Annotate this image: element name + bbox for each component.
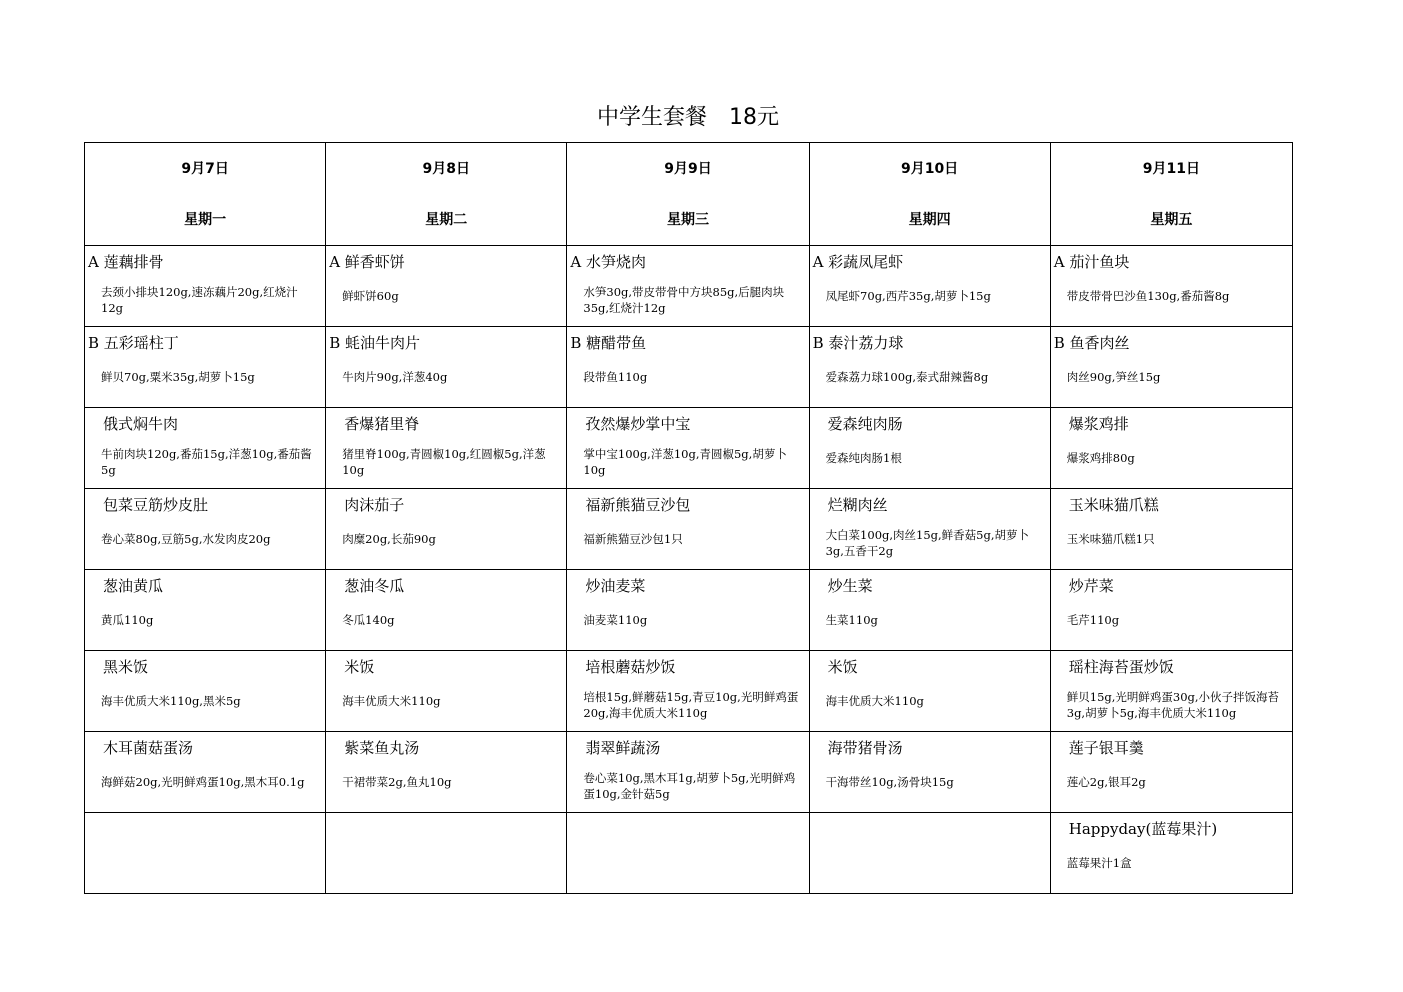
dish-name: 黑米饭 <box>103 658 149 676</box>
dish-name: 培根蘑菇炒饭 <box>585 658 676 676</box>
dish-cell <box>809 246 1050 327</box>
dish-cell <box>567 813 809 894</box>
dish-cell <box>326 327 567 408</box>
day-header <box>326 143 567 246</box>
dish-ingredients: 毛芹110g <box>1066 613 1120 627</box>
dish-cell <box>326 408 567 489</box>
dish-cell <box>1050 246 1292 327</box>
dish-name: 玉米味猫爪糕 <box>1068 496 1159 514</box>
dish-cell <box>809 813 1050 894</box>
dish-name: B 鱼香肉丝 <box>1053 334 1130 352</box>
dish-ingredients: 油麦菜110g <box>583 613 648 627</box>
day-header <box>567 143 809 246</box>
dish-cell <box>326 651 567 732</box>
dish-ingredients: 莲心2g,银耳2g <box>1066 775 1146 789</box>
dish-cell <box>85 651 326 732</box>
dish-name: 莲子银耳羹 <box>1068 739 1144 757</box>
dish-cell <box>567 327 809 408</box>
day-weekday: 星期二 <box>425 212 468 228</box>
dish-name: 米饭 <box>344 658 375 676</box>
dish-cell <box>809 327 1050 408</box>
dish-cell <box>567 570 809 651</box>
menu-body <box>85 246 1293 894</box>
dish-name: 爱森纯肉肠 <box>827 415 903 433</box>
table-row <box>85 408 1293 489</box>
dish-cell <box>567 732 809 813</box>
dish-ingredients: 海丰优质大米110g,黑米5g <box>101 694 241 708</box>
dish-name: B 泰汁荔力球 <box>812 334 904 352</box>
dish-cell <box>567 489 809 570</box>
dish-name: 葱油黄瓜 <box>103 577 164 595</box>
dish-ingredients: 海鲜菇20g,光明鲜鸡蛋10g,黑木耳0.1g <box>101 775 305 789</box>
dish-name: Happyday(蓝莓果汁) <box>1068 820 1218 838</box>
dish-cell <box>567 246 809 327</box>
dish-name: 炒芹菜 <box>1068 577 1114 595</box>
dish-name: A 莲藕排骨 <box>88 253 164 271</box>
dish-name: B 蚝油牛肉片 <box>329 334 420 352</box>
dish-name: 福新熊猫豆沙包 <box>585 496 691 514</box>
dish-name: A 水笋烧肉 <box>570 253 646 271</box>
dish-name: 包菜豆筋炒皮肚 <box>103 496 209 514</box>
dish-cell <box>1050 327 1292 408</box>
dish-name: 爆浆鸡排 <box>1068 415 1129 433</box>
dish-cell <box>85 489 326 570</box>
day-header <box>809 143 1050 246</box>
table-row <box>85 489 1293 570</box>
dish-name: 瑶柱海苔蛋炒饭 <box>1068 658 1174 676</box>
dish-name: 葱油冬瓜 <box>344 577 405 595</box>
dish-ingredients: 鲜虾饼60g <box>342 289 399 303</box>
dish-ingredients: 带皮带骨巴沙鱼130g,番茄酱8g <box>1066 289 1230 303</box>
dish-cell <box>1050 732 1292 813</box>
dish-name: 翡翠鲜蔬汤 <box>585 739 661 757</box>
dish-cell <box>85 732 326 813</box>
dish-ingredients: 蓝莓果汁1盒 <box>1066 856 1132 870</box>
dish-cell <box>1050 570 1292 651</box>
dish-ingredients: 干裙带菜2g,鱼丸10g <box>342 775 452 789</box>
dish-ingredients: 大白菜100g,肉丝15g,鲜香菇5g,胡萝卜3g,五香干2g <box>825 528 1030 558</box>
dish-cell <box>326 570 567 651</box>
day-header <box>85 143 326 246</box>
dish-ingredients: 段带鱼110g <box>583 370 648 384</box>
dish-cell <box>85 570 326 651</box>
dish-cell <box>326 732 567 813</box>
dish-cell <box>1050 813 1292 894</box>
dish-ingredients: 卷心菜80g,豆筋5g,水发肉皮20g <box>101 532 271 546</box>
dish-ingredients: 培根15g,鲜蘑菇15g,青豆10g,光明鲜鸡蛋20g,海丰优质大米110g <box>583 690 799 720</box>
dish-name: 俄式焖牛肉 <box>103 415 179 433</box>
table-row <box>85 813 1293 894</box>
dish-cell <box>567 651 809 732</box>
dish-name: 木耳菌菇蛋汤 <box>103 739 194 757</box>
day-date: 9月8日 <box>422 161 471 177</box>
dish-name: A 彩蔬凤尾虾 <box>812 253 904 271</box>
dish-name: B 五彩瑶柱丁 <box>88 334 179 352</box>
day-date: 9月10日 <box>901 161 959 177</box>
dish-name: 孜然爆炒掌中宝 <box>585 415 691 433</box>
dish-cell <box>85 813 326 894</box>
dish-name: B 糖醋带鱼 <box>570 334 647 352</box>
table-row <box>85 246 1293 327</box>
day-weekday: 星期四 <box>908 212 951 228</box>
dish-cell <box>1050 489 1292 570</box>
day-date: 9月11日 <box>1142 161 1200 177</box>
dish-cell <box>85 327 326 408</box>
table-row <box>85 651 1293 732</box>
day-date: 9月7日 <box>181 161 229 177</box>
dish-cell <box>85 408 326 489</box>
dish-ingredients: 爱森纯肉肠1根 <box>825 451 902 465</box>
dish-name: 烂糊肉丝 <box>827 496 888 514</box>
table-row <box>85 732 1293 813</box>
dish-name: A 鲜香虾饼 <box>329 253 405 271</box>
dish-name: 肉沫茄子 <box>344 496 405 514</box>
dish-ingredients: 黄瓜110g <box>101 613 154 627</box>
dish-cell <box>85 246 326 327</box>
dish-cell <box>809 732 1050 813</box>
table-row <box>85 327 1293 408</box>
dish-ingredients: 掌中宝100g,洋葱10g,青圆椒5g,胡萝卜10g <box>583 447 787 477</box>
dish-name: 炒油麦菜 <box>585 577 646 595</box>
dish-ingredients: 玉米味猫爪糕1只 <box>1066 532 1155 546</box>
dish-cell <box>567 408 809 489</box>
menu-table <box>84 142 1293 894</box>
dish-cell <box>1050 408 1292 489</box>
day-header <box>1050 143 1292 246</box>
dish-cell <box>326 813 567 894</box>
dish-name: 炒生菜 <box>827 577 873 595</box>
day-date: 9月9日 <box>664 161 712 177</box>
dish-cell <box>809 570 1050 651</box>
dish-ingredients: 鲜贝70g,粟米35g,胡萝卜15g <box>101 370 255 384</box>
dish-name: 米饭 <box>827 658 858 676</box>
dish-name: A 茄汁鱼块 <box>1053 253 1130 271</box>
dish-ingredients: 牛前肉块120g,番茄15g,洋葱10g,番茄酱5g <box>101 447 312 477</box>
dish-ingredients: 鲜贝15g,光明鲜鸡蛋30g,小伙子拌饭海苔3g,胡萝卜5g,海丰优质大米110g <box>1066 690 1280 720</box>
table-row <box>85 570 1293 651</box>
dish-ingredients: 海丰优质大米110g <box>342 694 441 708</box>
dish-ingredients: 肉丝90g,笋丝15g <box>1066 370 1161 384</box>
dish-ingredients: 福新熊猫豆沙包1只 <box>583 532 683 546</box>
day-weekday: 星期三 <box>666 212 709 228</box>
dish-cell <box>809 651 1050 732</box>
dish-ingredients: 肉糜20g,长茄90g <box>342 532 436 546</box>
dish-cell <box>1050 651 1292 732</box>
day-weekday: 星期一 <box>184 212 227 228</box>
dish-ingredients: 猪里脊100g,青圆椒10g,红圆椒5g,洋葱10g <box>342 447 546 477</box>
dish-ingredients: 干海带丝10g,汤骨块15g <box>825 775 954 789</box>
dish-cell <box>809 408 1050 489</box>
header-row <box>85 143 1293 246</box>
dish-cell <box>809 489 1050 570</box>
dish-name: 海带猪骨汤 <box>827 739 903 757</box>
dish-ingredients: 爆浆鸡排80g <box>1066 451 1135 465</box>
dish-cell <box>326 246 567 327</box>
dish-ingredients: 冬瓜140g <box>342 613 395 627</box>
dish-ingredients: 牛肉片90g,洋葱40g <box>342 370 448 384</box>
dish-ingredients: 去颈小排块120g,速冻藕片20g,红烧汁12g <box>101 285 298 315</box>
dish-ingredients: 水笋30g,带皮带骨中方块85g,后腿肉块35g,红烧汁12g <box>583 285 785 315</box>
dish-name: 香爆猪里脊 <box>344 415 420 433</box>
dish-ingredients: 爱森荔力球100g,泰式甜辣酱8g <box>825 370 989 384</box>
page-title: 中学生套餐 18元 <box>597 105 779 130</box>
dish-ingredients: 卷心菜10g,黑木耳1g,胡萝卜5g,光明鲜鸡蛋10g,金针菇5g <box>583 771 796 801</box>
dish-ingredients: 生菜110g <box>825 613 878 627</box>
day-weekday: 星期五 <box>1150 212 1193 228</box>
dish-cell <box>326 489 567 570</box>
dish-name: 紫菜鱼丸汤 <box>344 739 420 757</box>
dish-ingredients: 凤尾虾70g,西芹35g,胡萝卜15g <box>825 289 991 303</box>
dish-ingredients: 海丰优质大米110g <box>825 694 924 708</box>
